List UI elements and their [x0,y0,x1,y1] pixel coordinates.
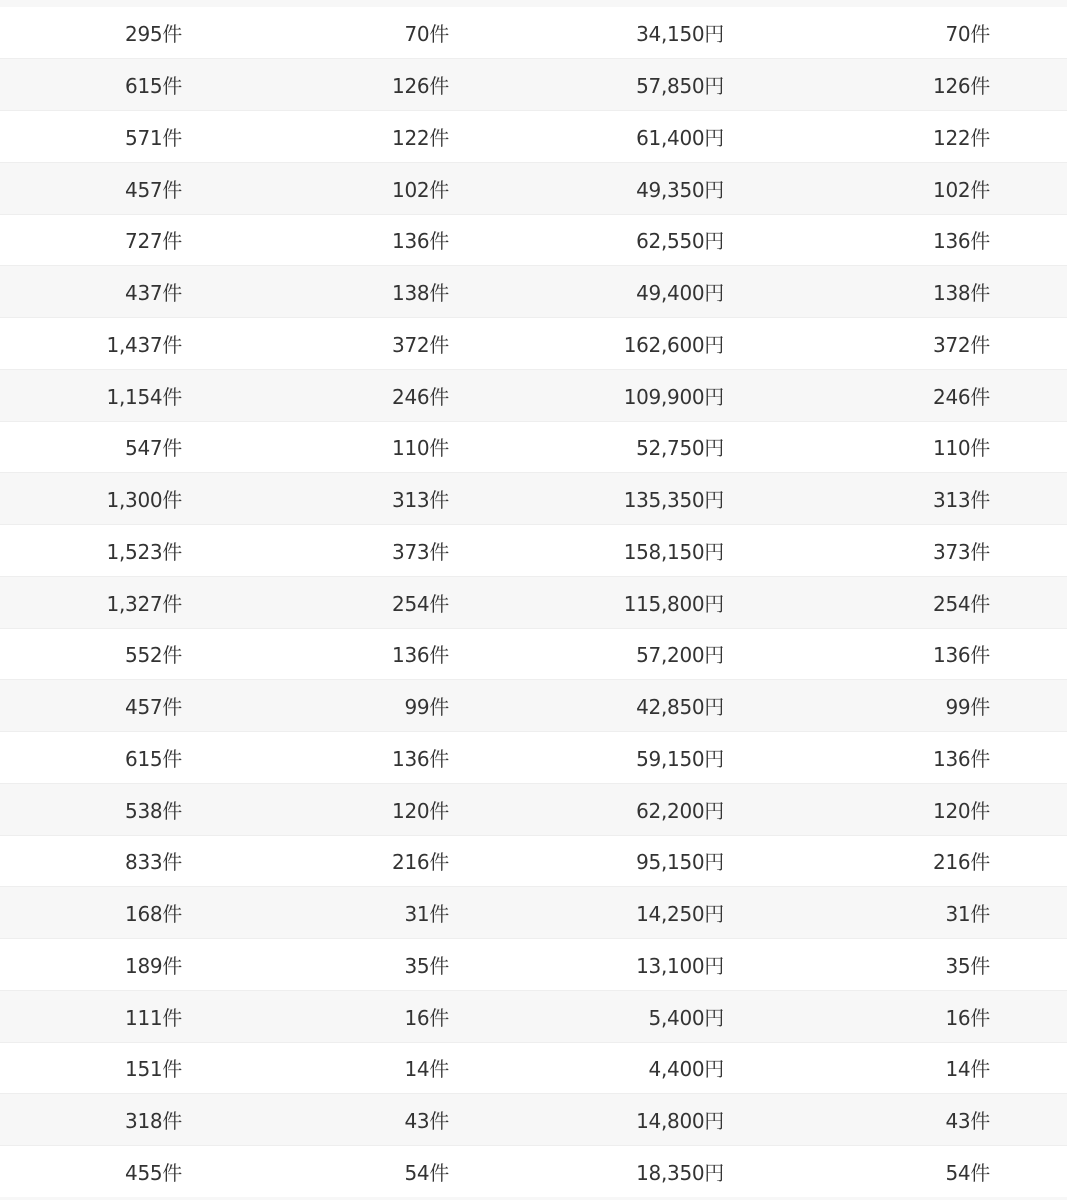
count-cell: 615件 [125,746,182,771]
table-row [0,266,1067,318]
count-cell: 318件 [125,1109,182,1134]
amount-cell: 162,600円 [623,332,724,357]
amount-cell: 57,850円 [636,74,724,99]
count-cell: 136件 [392,643,449,668]
table-row [0,680,1067,732]
amount-cell: 14,250円 [636,902,724,927]
amount-cell: 34,150円 [636,22,724,47]
table-row [0,525,1067,577]
amount-cell: 5,400円 [648,1005,724,1030]
table-row [0,628,1067,680]
count-cell: 216件 [392,850,449,875]
count-cell: 455件 [125,1160,182,1185]
table-row [0,369,1067,421]
count-cell: 99件 [945,695,990,720]
count-cell: 16件 [404,1005,449,1030]
row-padding [990,525,1067,577]
count-cell: 102件 [933,177,990,202]
amount-cell: 109,900円 [623,384,724,409]
table-row [0,783,1067,835]
data-table [0,7,1067,1198]
count-cell: 254件 [392,591,449,616]
data-table-container [0,7,1067,1198]
amount-cell: 49,350円 [636,177,724,202]
count-cell: 373件 [392,539,449,564]
table-row [0,214,1067,266]
amount-cell: 62,200円 [636,798,724,823]
count-cell: 126件 [392,74,449,99]
count-cell: 136件 [933,643,990,668]
amount-cell: 52,750円 [636,436,724,461]
table-row [0,318,1067,370]
row-padding [990,576,1067,628]
amount-cell: 13,100円 [636,953,724,978]
count-cell: 1,327件 [106,591,182,616]
count-cell: 120件 [392,798,449,823]
count-cell: 126件 [933,74,990,99]
row-padding [990,887,1067,939]
row-padding [990,111,1067,163]
count-cell: 254件 [933,591,990,616]
amount-cell: 4,400円 [648,1057,724,1082]
count-cell: 31件 [945,902,990,927]
count-cell: 35件 [945,953,990,978]
row-padding [990,628,1067,680]
table-row [0,1042,1067,1094]
row-padding [990,732,1067,784]
table-row [0,732,1067,784]
row-padding [990,990,1067,1042]
row-padding [990,318,1067,370]
amount-cell: 49,400円 [636,281,724,306]
amount-cell: 57,200円 [636,643,724,668]
count-cell: 122件 [933,125,990,150]
row-padding [990,783,1067,835]
table-row [0,111,1067,163]
count-cell: 138件 [933,281,990,306]
count-cell: 457件 [125,695,182,720]
row-padding [990,939,1067,991]
table-row [0,1146,1067,1198]
count-cell: 571件 [125,125,182,150]
table-row [0,421,1067,473]
count-cell: 168件 [125,902,182,927]
count-cell: 372件 [933,332,990,357]
table-row [0,1094,1067,1146]
row-padding [990,59,1067,111]
count-cell: 136件 [392,229,449,254]
count-cell: 120件 [933,798,990,823]
count-cell: 727件 [125,229,182,254]
count-cell: 373件 [933,539,990,564]
amount-cell: 62,550円 [636,229,724,254]
count-cell: 295件 [125,22,182,47]
amount-cell: 61,400円 [636,125,724,150]
count-cell: 54件 [945,1160,990,1185]
count-cell: 111件 [125,1005,182,1030]
row-padding [990,473,1067,525]
row-padding [990,7,1067,59]
count-cell: 189件 [125,953,182,978]
row-padding [990,214,1067,266]
count-cell: 246件 [933,384,990,409]
row-padding [990,835,1067,887]
table-row [0,835,1067,887]
row-padding [990,369,1067,421]
count-cell: 70件 [404,22,449,47]
count-cell: 1,300件 [106,488,182,513]
row-padding [990,266,1067,318]
amount-cell: 95,150円 [636,850,724,875]
table-row [0,990,1067,1042]
row-padding [990,421,1067,473]
amount-cell: 135,350円 [623,488,724,513]
table-row [0,59,1067,111]
count-cell: 136件 [933,746,990,771]
count-cell: 138件 [392,281,449,306]
count-cell: 216件 [933,850,990,875]
count-cell: 110件 [392,436,449,461]
row-padding [990,162,1067,214]
count-cell: 102件 [392,177,449,202]
table-row-edge-top [0,0,1067,7]
count-cell: 70件 [945,22,990,47]
row-padding [990,1146,1067,1198]
count-cell: 14件 [404,1057,449,1082]
count-cell: 110件 [933,436,990,461]
count-cell: 313件 [392,488,449,513]
count-cell: 136件 [392,746,449,771]
count-cell: 136件 [933,229,990,254]
row-padding [990,680,1067,732]
row-padding [990,1042,1067,1094]
count-cell: 457件 [125,177,182,202]
count-cell: 833件 [125,850,182,875]
table-row [0,939,1067,991]
count-cell: 43件 [945,1109,990,1134]
count-cell: 151件 [125,1057,182,1082]
table-row [0,576,1067,628]
count-cell: 122件 [392,125,449,150]
table-row [0,887,1067,939]
amount-cell: 158,150円 [623,539,724,564]
count-cell: 538件 [125,798,182,823]
count-cell: 437件 [125,281,182,306]
count-cell: 99件 [404,695,449,720]
count-cell: 31件 [404,902,449,927]
amount-cell: 59,150円 [636,746,724,771]
table-body [0,7,1067,1197]
table-row [0,473,1067,525]
count-cell: 1,437件 [106,332,182,357]
count-cell: 1,523件 [106,539,182,564]
count-cell: 313件 [933,488,990,513]
row-padding [990,1094,1067,1146]
count-cell: 16件 [945,1005,990,1030]
table-row [0,7,1067,59]
amount-cell: 14,800円 [636,1109,724,1134]
count-cell: 54件 [404,1160,449,1185]
amount-cell: 115,800円 [623,591,724,616]
count-cell: 246件 [392,384,449,409]
table-row [0,162,1067,214]
count-cell: 35件 [404,953,449,978]
count-cell: 1,154件 [106,384,182,409]
count-cell: 372件 [392,332,449,357]
amount-cell: 18,350円 [636,1160,724,1185]
count-cell: 552件 [125,643,182,668]
count-cell: 547件 [125,436,182,461]
count-cell: 14件 [945,1057,990,1082]
count-cell: 615件 [125,74,182,99]
count-cell: 43件 [404,1109,449,1134]
amount-cell: 42,850円 [636,695,724,720]
